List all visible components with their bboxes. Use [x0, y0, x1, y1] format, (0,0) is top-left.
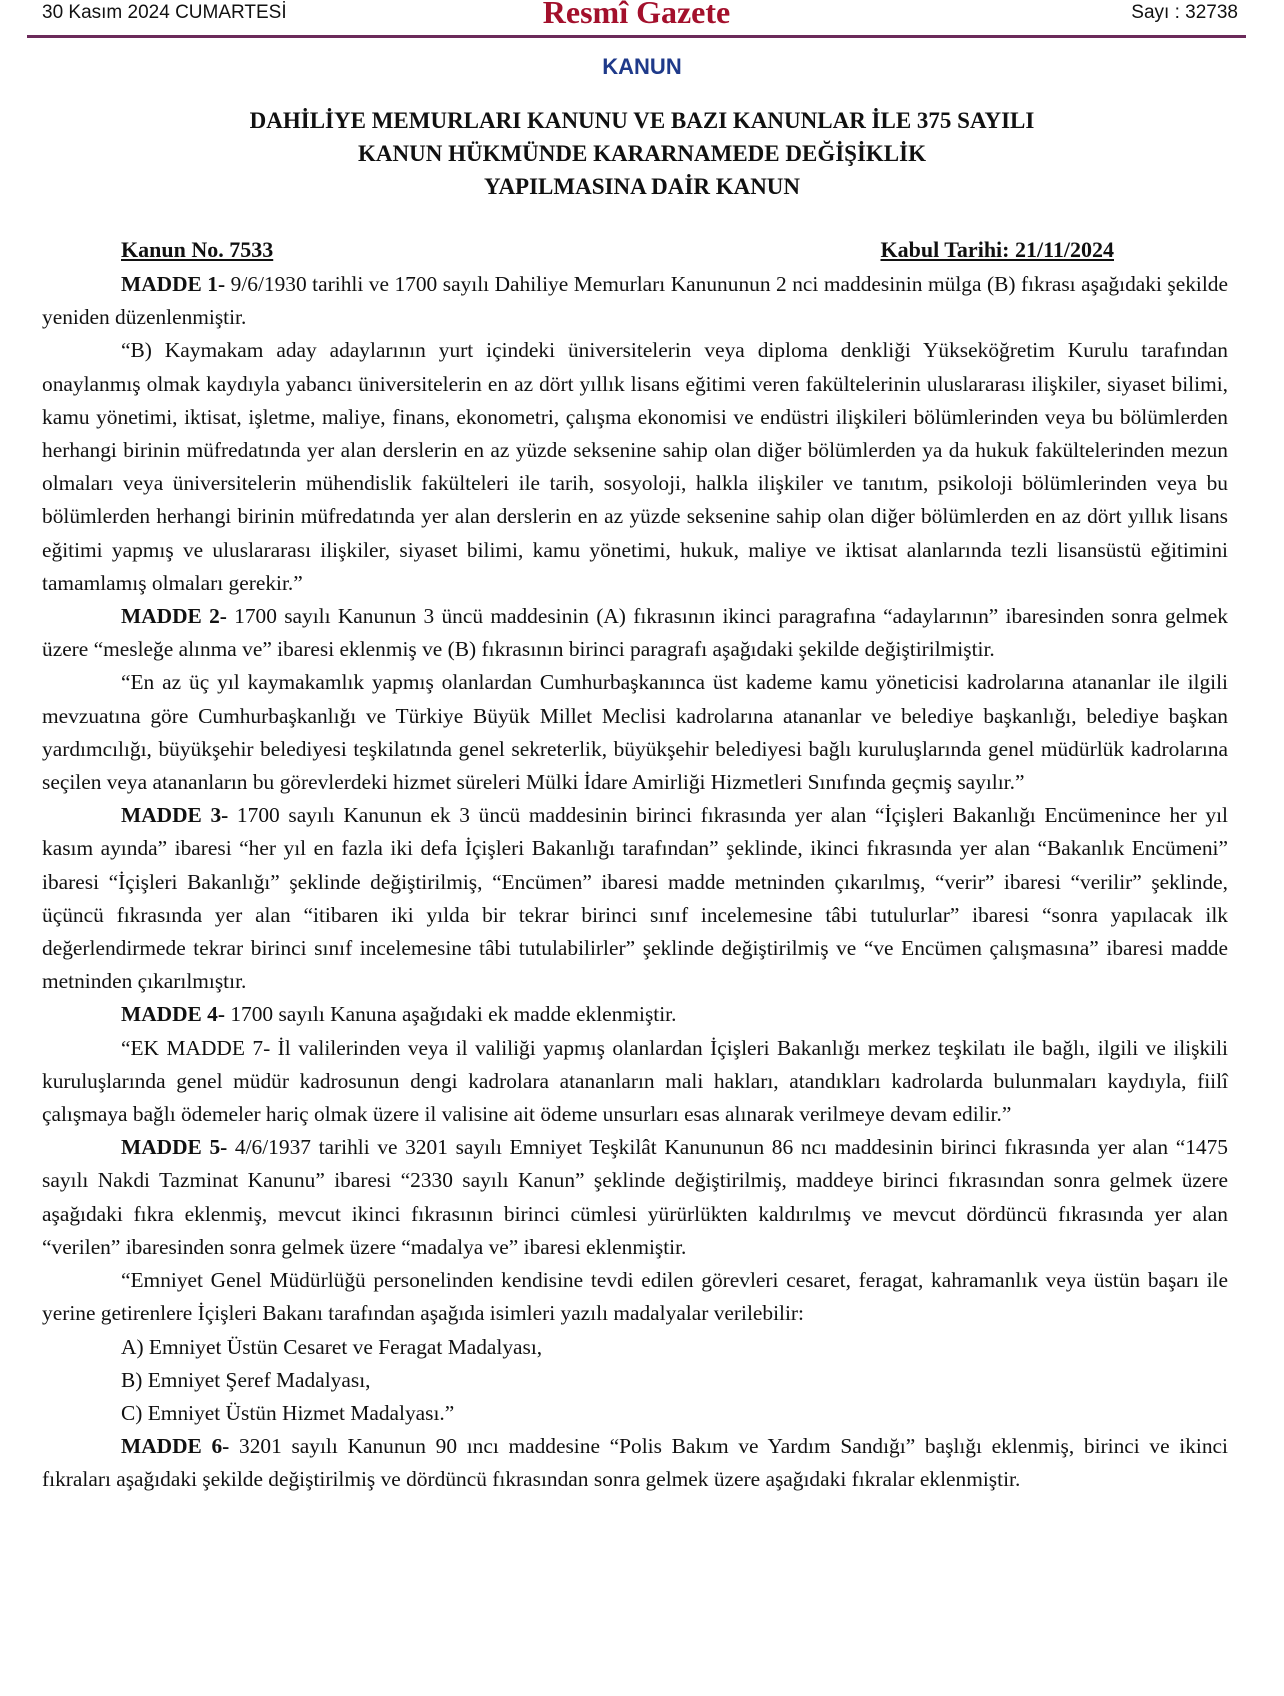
article-label: MADDE 1- — [121, 272, 226, 296]
article-label: MADDE 6- — [121, 1434, 230, 1459]
paragraph-text: 4/6/1937 tarihli ve 3201 sayılı Emniyet Teşkilât Kanununun 86 ncı maddesinin birinci fıkrasında yer alan “1475 sayılı Nakdi Tazminat Kanunu” ibaresi “2330 sayılı Kanun” şeklinde değiştirilmiş, maddeye birinci fıkrasından sonra gelmek üzere aşağıdaki fıkra eklenmiş, mevcut ikinci fıkrasının birinci cümlesi yürürlükten kaldırılmış ve mevcut dördüncü fıkrasında yer alan “verilen” ibaresinden sonra gelmek üzere “madalya ve” ibaresi eklenmiştir. — [42, 1135, 1228, 1259]
law-title-line: KANUN HÜKMÜNDE KARARNAMEDE DEĞİŞİKLİK — [357, 141, 926, 166]
paragraph-text: 3201 sayılı Kanunun 90 ıncı maddesine “Polis Bakım ve Yardım Sandığı” başlığı eklenmiş, birinci ve ikinci fıkraları aşağıdaki şekilde değiştirilmiş ve dördüncü fıkrasından sonra gelmek üzere aşağıdaki fıkralar eklenmiştir. — [42, 1434, 1228, 1492]
quoted-paragraph — [42, 334, 1228, 600]
paragraph-text: 9/6/1930 tarihli ve 1700 sayılı Dahiliye Memurları Kanununun 2 nci maddesinin mülga (B) fıkrası aşağıdaki şekilde yeniden düzenlenmiştir. — [42, 272, 1228, 330]
paragraph-text: “Emniyet Genel Müdürlüğü personelinden kendisine tevdi edilen görevleri cesaret, feragat, kahramanlık veya üstün başarı ile yerine getirenlere İçişleri Bakanı tarafından aşağıda isimleri yazılı madalyalar verilebilir: — [42, 1268, 1228, 1326]
list-item — [42, 1331, 1228, 1364]
paragraph-text: “EK MADDE 7- İl valilerinden veya il valiliği yapmış olanlardan İçişleri Bakanlığı merkez teşkilatı ile bağlı, ilgili ve ilişkili kuruluşlarında genel müdür kadrosunun dengi kadrolara atananların mali hakları, atandıkları kadrolarda bulunmaları kaydıyla, fiilî çalışmaya bağlı ödemeler hariç olmak üzere il valisine ait ödeme unsurları esas alınarak verilmeye devam edilir.” — [42, 1035, 1228, 1127]
paragraph-text: C) Emniyet Üstün Hizmet Madalyası.” — [121, 1400, 455, 1425]
law-number: Kanun No. 7533 — [121, 237, 274, 262]
paragraph-text: B) Emniyet Şeref Madalyası, — [121, 1367, 371, 1392]
paragraph-text: A) Emniyet Üstün Cesaret ve Feragat Madalyası, — [121, 1334, 543, 1359]
law-title — [0, 104, 1284, 203]
law-title-line: DAHİLİYE MEMURLARI KANUNU VE BAZI KANUNLAR İLE 375 SAYILI — [249, 108, 1035, 133]
article-label: MADDE 4- — [121, 1002, 225, 1027]
article-label: MADDE 3- — [121, 803, 229, 828]
article-paragraph — [42, 799, 1228, 998]
article-paragraph — [42, 268, 1228, 334]
article-label: MADDE 5- — [121, 1135, 228, 1160]
acceptance-date: Kabul Tarihi: 21/11/2024 — [880, 237, 1114, 262]
article-paragraph — [42, 600, 1228, 666]
gazette-title: Resmî Gazete — [542, 0, 731, 30]
paragraph-text: “B) Kaymakam aday adaylarının yurt içindeki üniversitelerin veya diploma denkliği Yükseköğretim Kurulu tarafından onaylanmış olmak kaydıyla yabancı üniversitelerin en az dört yıllık lisans eğitimi veren fakültelerinin uluslararası ilişkiler, siyaset bilimi, kamu yönetimi, iktisat, işletme, maliye, finans, ekonometri, çalışma ekonomisi ve endüstri ilişkileri bölümlerinden veya bu bölümlerden herhangi birinin müfredatında yer alan derslerin en az yüzde seksenine sahip olan diğer bölümlerden ya da hukuk fakültelerinden mezun olmaları veya üniversitelerin mühendislik fakülteleri ile tarih, sosyoloji, halkla ilişkiler ve tanıtım, psikoloji bölümlerinden veya bu bölümlerden herhangi birinin müfredatında yer alan derslerin en az yüzde seksenine sahip olan diğer bölümlerden en az dört yıllık lisans eğitimi yapmış ve uluslararası ilişkiler, siyaset bilimi, kamu yönetimi, hukuk, maliye ve iktisat alanlarında tezli lisansüstü eğitimini tamamlamış olmaları gerekir.” — [42, 338, 1228, 595]
document-type: KANUN — [602, 54, 682, 79]
paragraph-text: “En az üç yıl kaymakamlık yapmış olanlardan Cumhurbaşkanınca üst kademe kamu yöneticisi kadrolarına atananlar ile ilgili mevzuatına göre Cumhurbaşkanlığı ve Türkiye Büyük Millet Meclisi kadrolarına atananlar ve belediye başkanlığı, belediye başkan yardımcılığı, büyükşehir belediyesi teşkilatında genel sekreterlik, büyükşehir belediyesi bağlı kuruluşlarında genel müdürlük kadrolarına seçilen veya atananların bu görevlerdeki hizmet süreleri Mülki İdare Amirliği Hizmetleri Sınıfında geçmiş sayılır.” — [42, 670, 1228, 795]
quoted-paragraph — [42, 666, 1228, 799]
list-item — [42, 1364, 1228, 1397]
article-paragraph — [42, 1430, 1228, 1496]
article-label: MADDE 2- — [121, 604, 227, 629]
quoted-paragraph — [42, 1032, 1228, 1132]
header-divider — [27, 35, 1246, 38]
issue-number: Sayı : 32738 — [1131, 2, 1238, 23]
paragraph-text: 1700 sayılı Kanunun 3 üncü maddesinin (A) fıkrasının ikinci paragrafına “adaylarının” ibaresinden sonra gelmek üzere “mesleğe alınma ve” ibaresi eklenmiş ve (B) fıkrasının birinci paragrafı aşağıdaki şekilde değiştirilmiştir. — [42, 604, 1228, 662]
article-paragraph — [42, 998, 1228, 1031]
paragraph-text: 1700 sayılı Kanuna aşağıdaki ek madde eklenmiştir. — [224, 1002, 677, 1027]
list-item — [42, 1397, 1228, 1430]
law-title-line: YAPILMASINA DAİR KANUN — [483, 174, 801, 199]
article-paragraph — [42, 1131, 1228, 1264]
law-body — [42, 268, 1228, 1497]
paragraph-text: 1700 sayılı Kanunun ek 3 üncü maddesinin birinci fıkrasında yer alan “İçişleri Bakanlığı Encümenince her yıl kasım ayında” ibaresi “her yıl en fazla iki defa İçişleri Bakanlığı tarafından” şeklinde, ikinci fıkrasında yer alan “Bakanlık Encümeni” ibaresi “İçişleri Bakanlığı” şeklinde değiştirilmiş, “Encümen” ibaresi madde metninden çıkarılmış, “verir” ibaresi “verilir” şeklinde, üçüncü fıkrasında yer alan “itibaren iki yılda bir tekrar birinci sınıf incelemesine tâbi tutulurlar” ibaresi “sonra yapılacak ilk değerlendirmede tekrar birinci sınıf incelemesine tâbi tutulabilirler” şeklinde değiştirilmiş ve “ve Encümen çalışmasına” ibaresi madde metninden çıkarılmıştır. — [42, 803, 1228, 994]
gazette-header — [27, 0, 1246, 38]
publication-date: 30 Kasım 2024 CUMARTESİ — [42, 2, 287, 23]
quoted-paragraph — [42, 1264, 1228, 1330]
